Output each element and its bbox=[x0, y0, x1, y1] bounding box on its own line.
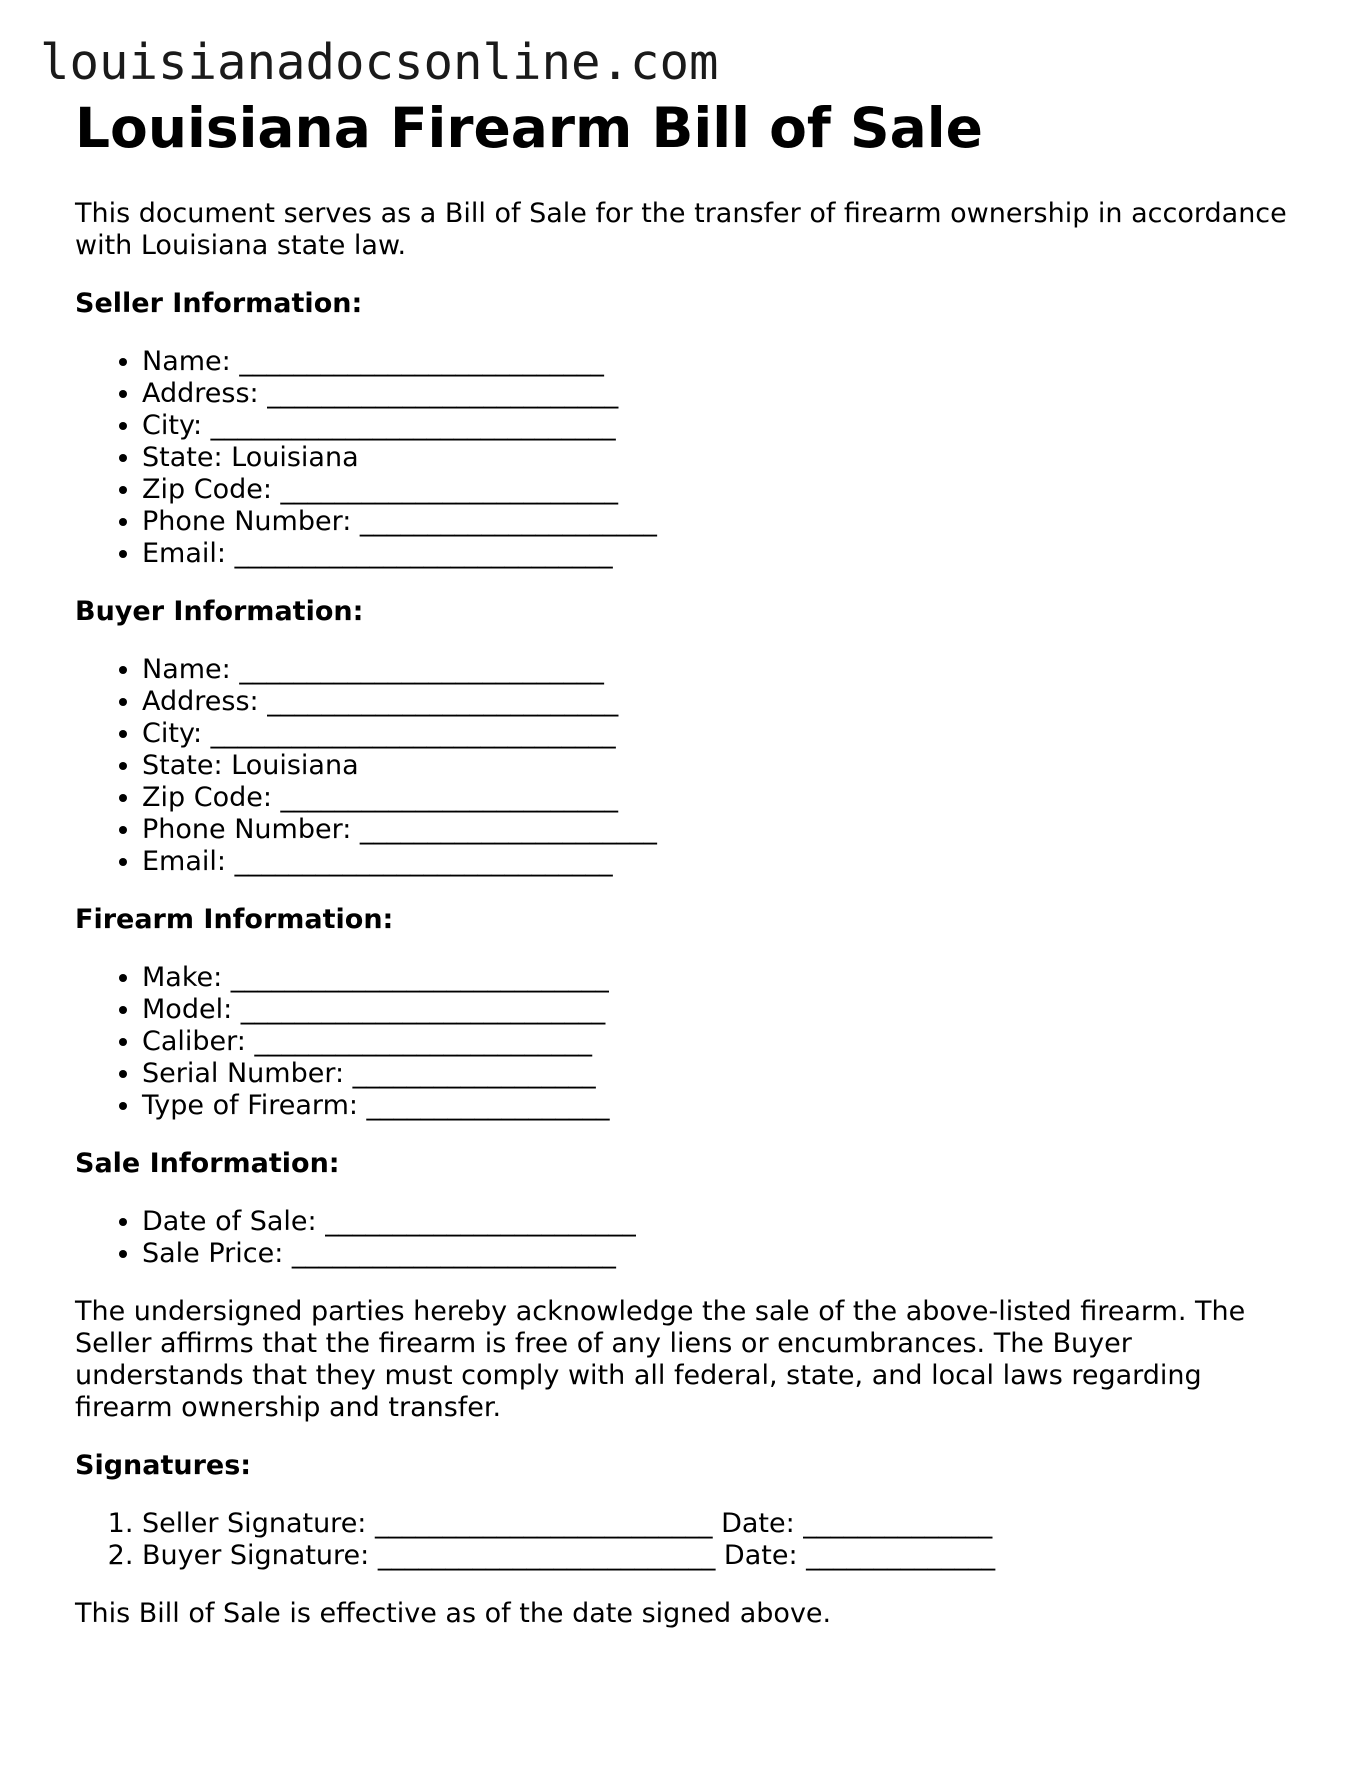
seller-state-field: • State: Louisiana bbox=[142, 442, 1305, 474]
seller-city-field: • City: ______________________________ bbox=[142, 410, 1305, 442]
document-body bbox=[75, 96, 1305, 1656]
buyer-name-field: • Name: ___________________________ bbox=[142, 654, 1305, 686]
firearm-make-field: • Make: ____________________________ bbox=[142, 962, 1305, 994]
seller-signature-line: 1. Seller Signature: _________________________ Date: ______________ bbox=[142, 1508, 1305, 1540]
closing-statement: This Bill of Sale is effective as of the date signed above. bbox=[75, 1598, 832, 1629]
document-title: Louisiana Firearm Bill of Sale bbox=[75, 96, 983, 160]
intro-paragraph: This document serves as a Bill of Sale for the transfer of firearm ownership in accordance with Louisiana state law. bbox=[75, 198, 1287, 261]
sale-heading: Sale Information: bbox=[75, 1148, 340, 1179]
buyer-phone-field: • Phone Number: ______________________ bbox=[142, 814, 1305, 846]
seller-phone-field: • Phone Number: ______________________ bbox=[142, 506, 1305, 538]
buyer-state-field: • State: Louisiana bbox=[142, 750, 1305, 782]
site-watermark: louisianadocsonline.com bbox=[40, 34, 719, 91]
buyer-heading: Buyer Information: bbox=[75, 596, 364, 627]
signature-list bbox=[75, 1508, 1305, 1572]
firearm-type-field: • Type of Firearm: __________________ bbox=[142, 1090, 1305, 1122]
seller-field-list bbox=[75, 346, 1305, 570]
buyer-field-list bbox=[75, 654, 1305, 878]
firearm-caliber-field: • Caliber: _________________________ bbox=[142, 1026, 1305, 1058]
buyer-zip-field: • Zip Code: _________________________ bbox=[142, 782, 1305, 814]
firearm-field-list bbox=[75, 962, 1305, 1122]
sale-price-field: • Sale Price: ________________________ bbox=[142, 1238, 1305, 1270]
buyer-signature-line: 2. Buyer Signature: _________________________ Date: ______________ bbox=[142, 1540, 1305, 1572]
seller-zip-field: • Zip Code: _________________________ bbox=[142, 474, 1305, 506]
buyer-city-field: • City: ______________________________ bbox=[142, 718, 1305, 750]
seller-heading: Seller Information: bbox=[75, 288, 363, 319]
firearm-heading: Firearm Information: bbox=[75, 904, 394, 935]
buyer-address-field: • Address: __________________________ bbox=[142, 686, 1305, 718]
sale-field-list bbox=[75, 1206, 1305, 1270]
sale-date-field: • Date of Sale: _______________________ bbox=[142, 1206, 1305, 1238]
signatures-heading: Signatures: bbox=[75, 1450, 252, 1481]
acknowledgement-paragraph: The undersigned parties hereby acknowledge the sale of the above-listed firearm. The Seller affirms that the firearm is free of any liens or encumbrances. The Buyer understands that they must comply with all federal, state, and local laws regarding firearm ownership and transfer. bbox=[75, 1296, 1246, 1423]
firearm-serial-field: • Serial Number: __________________ bbox=[142, 1058, 1305, 1090]
seller-email-field: • Email: ____________________________ bbox=[142, 538, 1305, 570]
firearm-model-field: • Model: ___________________________ bbox=[142, 994, 1305, 1026]
seller-name-field: • Name: ___________________________ bbox=[142, 346, 1305, 378]
buyer-email-field: • Email: ____________________________ bbox=[142, 846, 1305, 878]
seller-address-field: • Address: __________________________ bbox=[142, 378, 1305, 410]
